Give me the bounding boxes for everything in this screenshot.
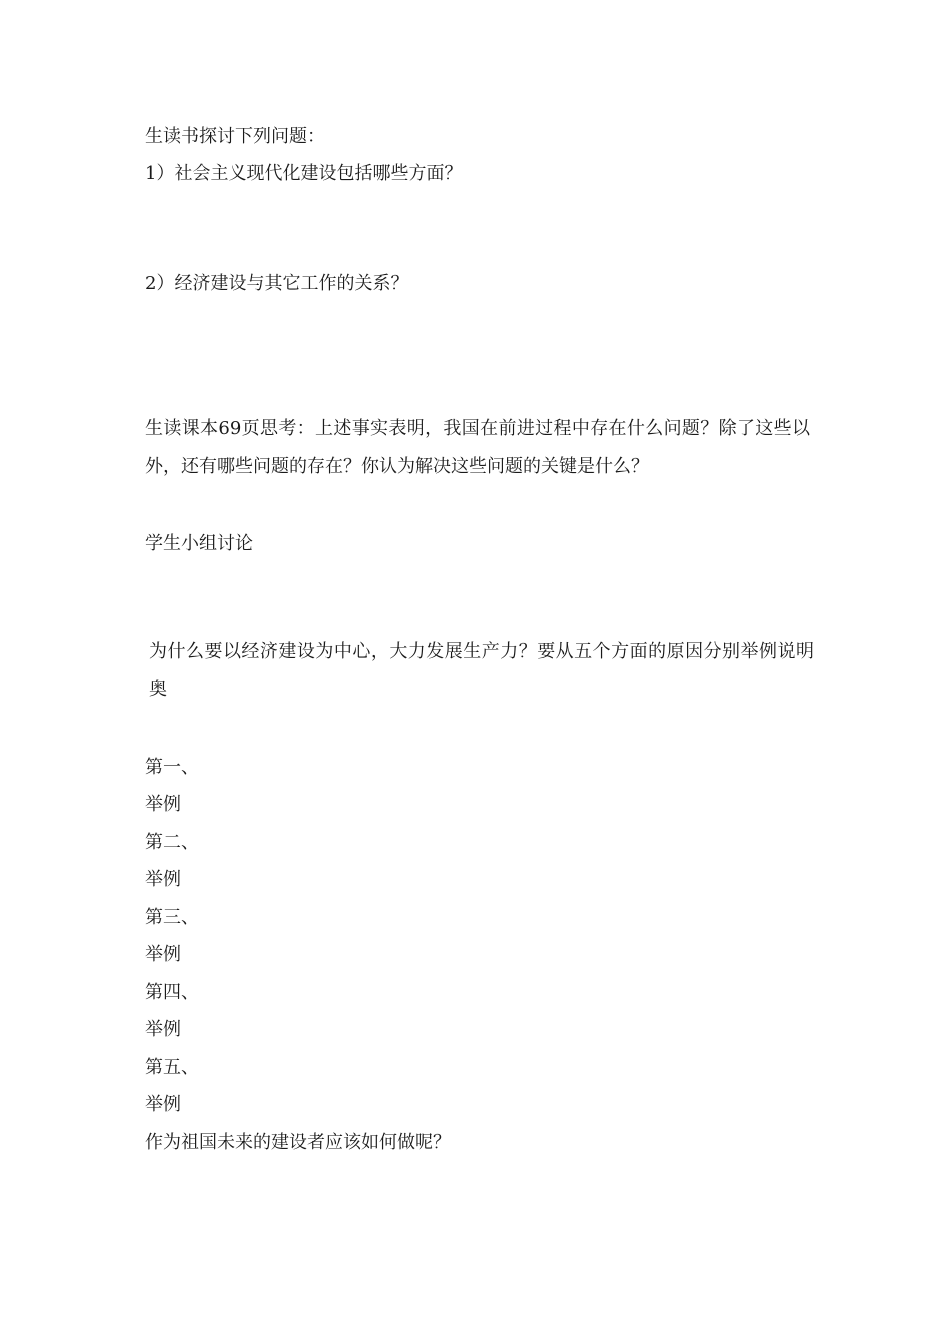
group-discussion: 学生小组讨论 bbox=[145, 533, 253, 554]
closing-question: 作为祖国未来的建设者应该如何做呢？ bbox=[145, 1132, 451, 1153]
point-4-label: 第四、 bbox=[145, 982, 199, 1003]
why-question: 为什么要以经济建设为中心，大力发展生产力？要从五个方面的原因分别举例说明奥 bbox=[149, 641, 814, 700]
point-5-example: 举例 bbox=[145, 1094, 181, 1115]
point-1-example: 举例 bbox=[145, 794, 181, 815]
point-3-label: 第三、 bbox=[145, 907, 199, 928]
point-1-label: 第一、 bbox=[145, 757, 199, 778]
point-4-example: 举例 bbox=[145, 1019, 181, 1040]
point-5-label: 第五、 bbox=[145, 1057, 199, 1078]
question-2: 2）经济建设与其它工作的关系？ bbox=[145, 273, 409, 294]
question-1: 1）社会主义现代化建设包括哪些方面？ bbox=[145, 163, 463, 184]
reading-question: 生读课本69页思考：上述事实表明，我国在前进过程中存在什么问题？除了这些以外，还有哪些问题的存在？你认为解决这些问题的关键是什么？ bbox=[145, 418, 810, 477]
point-2-example: 举例 bbox=[145, 869, 181, 890]
intro-line: 生读书探讨下列问题： bbox=[145, 126, 325, 147]
point-3-example: 举例 bbox=[145, 944, 181, 965]
point-2-label: 第二、 bbox=[145, 832, 199, 853]
